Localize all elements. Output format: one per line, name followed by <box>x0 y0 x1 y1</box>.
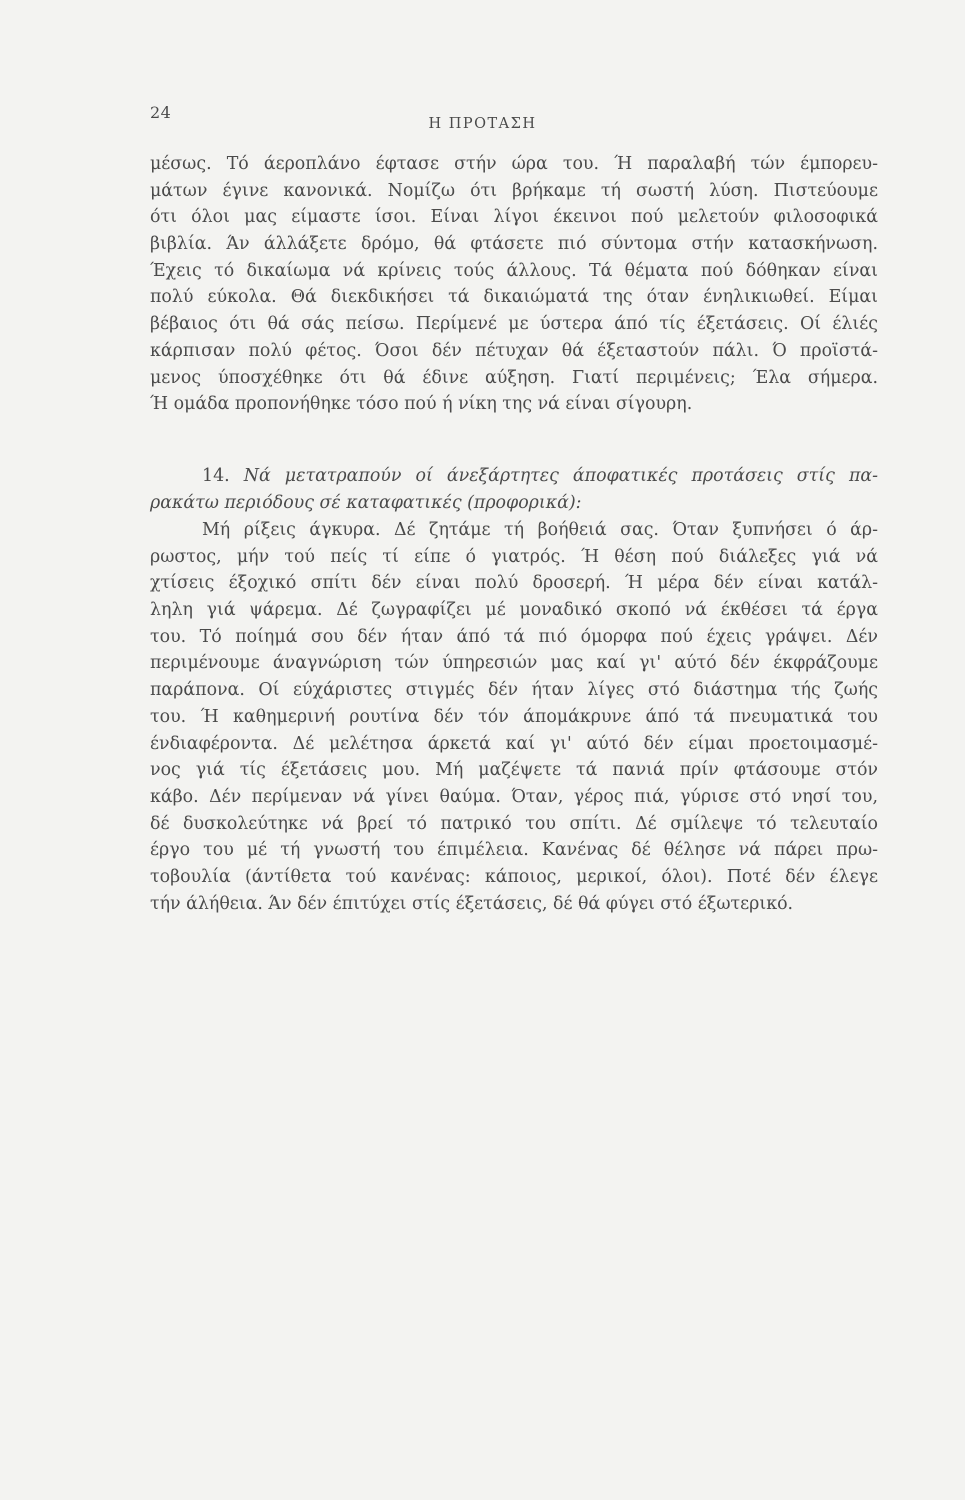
text-line: κάρπισαν πολύ φέτος. Όσοι δέν πέτυχαν θά έξεταστούν πάλι. Ό προϊστά- <box>150 340 878 361</box>
text-line: χτίσεις έξοχικό σπίτι δέν είναι πολύ δροσερή. Ή μέρα δέν είναι κατάλ- <box>150 573 878 594</box>
text-line: Μή ρίξεις άγκυρα. Δέ ζητάμε τή βοήθειά σας. Όταν ξυπνήσει ό άρ- <box>202 520 878 540</box>
text-line: παράπονα. Οί εύχάριστες στιγμές δέν ήταν λίγες στό διάστημα τής ζωής <box>150 680 878 701</box>
text-line: Ή ομάδα προπονήθηκε τόσο πού ή νίκη της νά είναι σίγουρη. <box>150 394 693 415</box>
text-line: μέσως. Τό άεροπλάνο έφτασε στήν ώρα του. Ή παραλαβή τών έμπορευ- <box>150 154 878 174</box>
text-line: δέ δυσκολεύτηκε νά βρεί τό πατρικό του σπίτι. Δέ σμίλεψε τό τελευταίο <box>150 813 878 834</box>
text-line: περιμένουμε άναγνώριση τών ύπηρεσιών μας καί γι' αύτό δέν έκφράζουμε <box>150 653 878 674</box>
exercise-heading-line <box>150 463 878 490</box>
exercise-instruction-line: ρακάτω περιόδους σέ καταφατικές (προφορικά): <box>150 492 582 513</box>
text-line: ότι όλοι μας είμαστε ίσοι. Είναι λίγοι έκεινοι πού μελετούν φιλοσοφικά <box>150 207 878 228</box>
paragraph-1 <box>150 151 878 418</box>
paragraph-2 <box>150 517 878 917</box>
text-line: μάτων έγινε κανονικά. Νομίζω ότι βρήκαμε τή σωστή λύση. Πιστεύουμε <box>150 180 878 201</box>
text-line: κάβο. Δέν περίμεναν νά γίνει θαύμα. Όταν, γέρος πιά, γύρισε στό νησί του, <box>150 786 878 807</box>
text-line: Έχεις τό δικαίωμα νά κρίνεις τούς άλλους. Τά θέματα πού δόθηκαν είναι <box>150 260 878 281</box>
exercise-number: 14. <box>202 466 230 486</box>
text-line: μενος ύποσχέθηκε ότι θά έδινε αύξηση. Γιατί περιμένεις; Έλα σήμερα. <box>150 367 878 388</box>
text-line: βιβλία. Άν άλλάξετε δρόμο, θά φτάσετε πιό σύντομα στήν κατασκήνωση. <box>150 234 878 255</box>
text-line: ληλη γιά ψάρεμα. Δέ ζωγραφίζει μέ μοναδικό σκοπό νά έκθέσει τά έργα <box>150 600 878 621</box>
page-number: 24 <box>150 103 172 122</box>
text-line: βέβαιος ότι θά σάς πείσω. Περίμενέ με ύστερα άπό τίς έξετάσεις. Οί έλιές <box>150 314 878 335</box>
text-line: τήν άλήθεια. Άν δέν έπιτύχει στίς έξετάσεις, δέ θά φύγει στό έξωτερικό. <box>150 893 794 914</box>
text-line: πολύ εύκολα. Θά διεκδικήσει τά δικαιώματά της όταν ένηλικιωθεί. Είμαι <box>150 287 878 308</box>
exercise-instruction: Νά μετατραπούν οί άνεξάρτητες άποφατικές προτάσεις στίς πα- <box>243 466 878 486</box>
exercise-heading <box>150 463 878 516</box>
text-line: ρωστος, μήν τού πείς τί είπε ό γιατρός. Ή θέση πού διάλεξες γιά νά <box>150 546 878 567</box>
text-line: του. Τό ποίημά σου δέν ήταν άπό τά πιό όμορφα πού έχεις γράψει. Δέν <box>150 626 878 647</box>
text-line: του. Ή καθημερινή ρουτίνα δέν τόν άπομάκρυνε άπό τά πνευματικά του <box>150 706 878 727</box>
text-line: νος γιά τίς έξετάσεις μου. Μή μαζέψετε τά πανιά πρίν φτάσουμε στόν <box>150 760 878 781</box>
text-line: τοβουλία (άντίθετα τού κανένας: κάποιος, μερικοί, όλοι). Ποτέ δέν έλεγε <box>150 866 878 887</box>
text-line: ένδιαφέροντα. Δέ μελέτησα άρκετά καί γι' αύτό δέν είμαι προετοιμασμέ- <box>150 733 878 754</box>
running-head: Η ΠΡΟΤΑΣΗ <box>428 116 537 132</box>
text-line: έργο του μέ τή γνωστή του έπιμέλεια. Κανένας δέ θέλησε νά πάρει πρω- <box>150 840 878 861</box>
